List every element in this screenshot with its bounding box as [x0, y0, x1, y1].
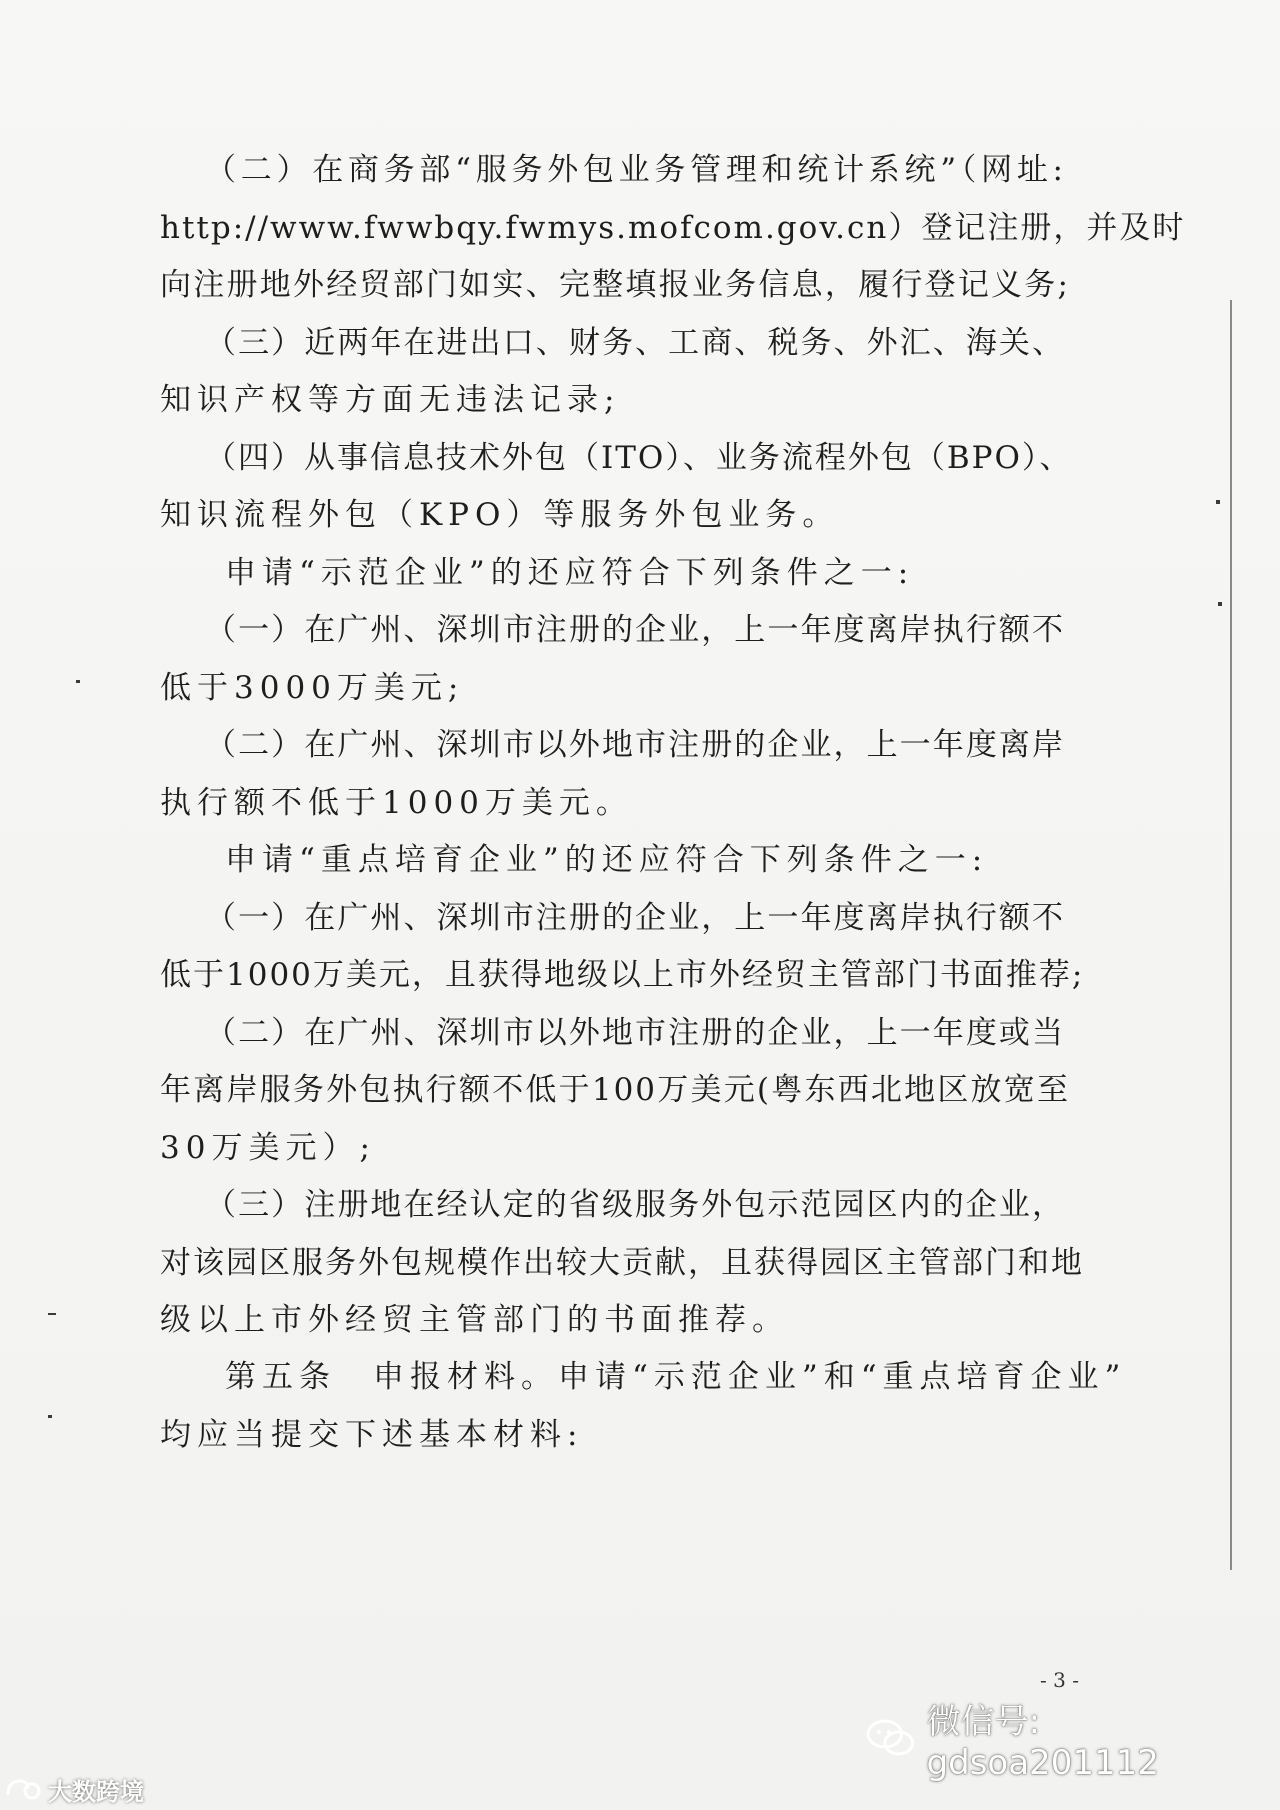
text-line: （一）在广州、深圳市注册的企业，上一年度离岸执行额不: [205, 900, 1065, 936]
text-line: 第五条 申报材料。申请“示范企业”和“重点培育企业”: [225, 1359, 1127, 1395]
text-line: 知识流程外包（KPO）等服务外包业务。: [160, 497, 840, 533]
text-line: 均应当提交下述基本材料:: [160, 1417, 584, 1453]
text-line: http://www.fwwbqy.fwmys.mofcom.gov.cn）登记注册，并及时: [160, 210, 1186, 246]
scan-dot: [1216, 500, 1220, 504]
text-line: （三）近两年在进出口、财务、工商、税务、外汇、海关、: [205, 325, 1065, 361]
text-line: 申请“重点培育企业”的还应符合下列条件之一:: [225, 842, 989, 878]
text-line: 低于1000万美元，且获得地级以上市外经贸主管部门书面推荐;: [160, 957, 1085, 993]
text-line: （四）从事信息技术外包（ITO）、业务流程外包（BPO）、: [205, 440, 1073, 476]
scan-dot: [76, 680, 80, 683]
text-line: 执行额不低于1000万美元。: [160, 785, 633, 821]
text-line: 级以上市外经贸主管部门的书面推荐。: [160, 1302, 789, 1338]
text-line: （一）在广州、深圳市注册的企业，上一年度离岸执行额不: [205, 612, 1065, 648]
wechat-icon: [865, 1718, 917, 1758]
page-number: - 3 -: [1040, 1668, 1079, 1692]
text-line: （二）在商务部“服务外包业务管理和统计系统”（网址:: [205, 152, 1065, 188]
brand-text: 大数跨境: [48, 1777, 144, 1806]
text-line: 年离岸服务外包执行额不低于100万美元(粤东西北地区放宽至: [160, 1072, 1070, 1108]
watermark-text: 微信号: gdsoa201112: [926, 1701, 1159, 1783]
text-line: （三）注册地在经认定的省级服务外包示范园区内的企业，: [205, 1187, 1065, 1223]
scan-edge-line: [1230, 300, 1232, 1570]
text-line: 向注册地外经贸部门如实、完整填报业务信息，履行登记义务;: [160, 267, 1070, 303]
brand-logo-icon: [4, 1775, 42, 1803]
text-line: 30万美元）;: [160, 1130, 376, 1166]
scan-dot: [48, 1415, 52, 1418]
text-line: 低于3000万美元;: [160, 670, 465, 706]
scan-dot: [48, 1313, 56, 1315]
brand-watermark: [4, 1770, 144, 1808]
wechat-watermark: [865, 1701, 1280, 1783]
scan-dot: [1218, 602, 1222, 606]
text-line: （二）在广州、深圳市以外地市注册的企业，上一年度或当: [205, 1015, 1065, 1051]
text-line: （二）在广州、深圳市以外地市注册的企业，上一年度离岸: [205, 727, 1065, 763]
text-line: 申请“示范企业”的还应符合下列条件之一:: [225, 555, 915, 591]
text-line: 知识产权等方面无违法记录;: [160, 382, 621, 418]
text-line: 对该园区服务外包规模作出较大贡献，且获得园区主管部门和地: [160, 1245, 1084, 1281]
